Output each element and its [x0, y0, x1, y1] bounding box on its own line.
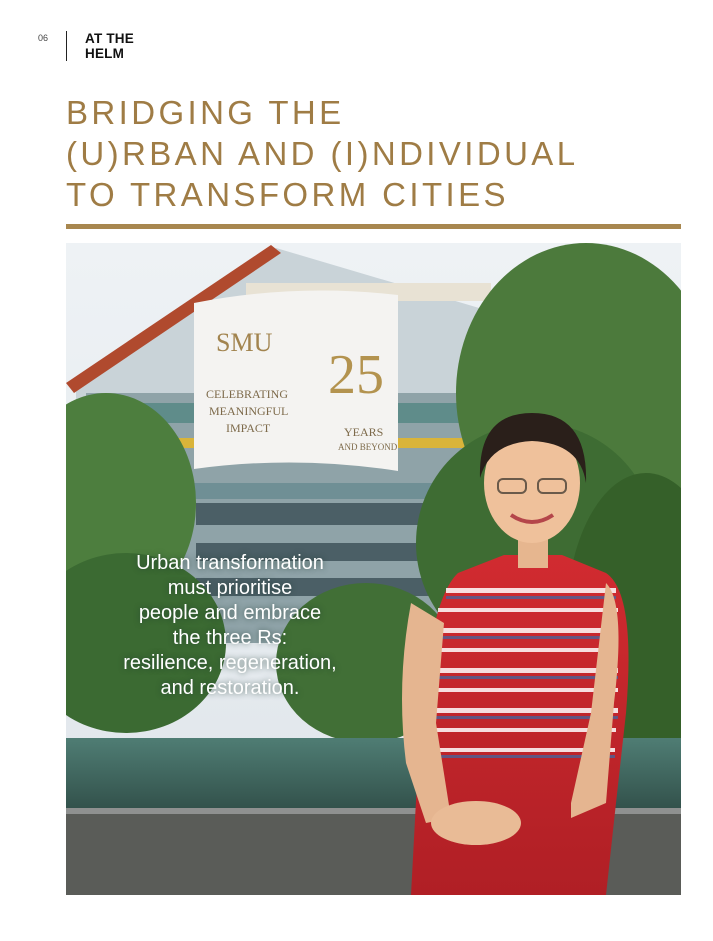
sign-line3: IMPACT	[226, 421, 271, 435]
smu-logo-text: SMU	[216, 328, 273, 357]
sign-years: YEARS	[344, 425, 384, 439]
headline-line2: (U)RBAN AND (I)NDIVIDUAL	[66, 135, 579, 172]
quote-line6: and restoration.	[160, 677, 300, 699]
headline-line3: TO TRANSFORM CITIES	[66, 176, 509, 213]
section-divider	[66, 31, 67, 61]
page-number: 06	[38, 33, 49, 43]
anniversary-sign	[194, 291, 398, 472]
quote-line5: resilience, regeneration,	[123, 652, 337, 674]
section-label-line1: AT THE	[85, 31, 134, 46]
headline-line1: BRIDGING THE	[66, 94, 345, 131]
sign-anniversary-number: 25	[328, 344, 384, 406]
quote-line1: Urban transformation	[136, 552, 324, 574]
pull-quote	[94, 551, 366, 701]
page-headline	[66, 92, 706, 215]
sign-line2: MEANINGFUL	[209, 404, 289, 418]
sign-line1: CELEBRATING	[206, 387, 288, 401]
quote-line4: the three Rs:	[172, 627, 288, 649]
headline-underline	[66, 224, 681, 229]
sign-beyond: AND BEYOND	[338, 442, 398, 452]
quote-line3: people and embrace	[138, 602, 322, 624]
portrait-photo	[66, 243, 681, 895]
section-label-line2: HELM	[85, 46, 125, 61]
quote-line2: must prioritise	[167, 577, 293, 599]
section-label	[85, 31, 134, 61]
